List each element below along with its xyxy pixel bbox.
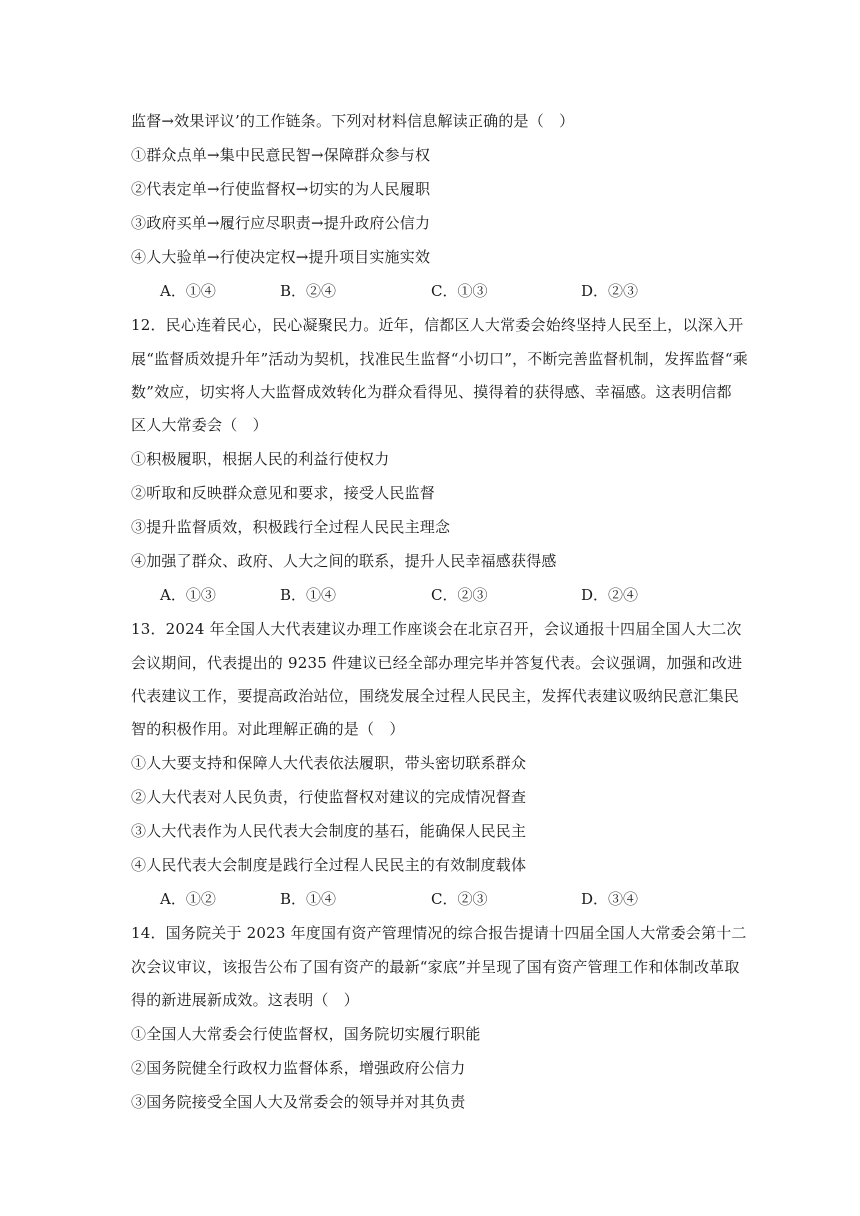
- q14-item-3: ③国务院接受全国人大及常委会的领导并对其负责: [131, 1093, 466, 1111]
- q11-item-3: ③政府买单→履行应尽职责→提升政府公信力: [131, 214, 431, 232]
- q13-options: [160, 889, 680, 909]
- q13-item-1: ①人大要支持和保障人大代表依法履职，带头密切联系群众: [131, 754, 527, 772]
- q13-stem-line-1: 13．2024 年全国人大代表建议办理工作座谈会在北京召开，会议通报十四届全国人大二次: [131, 620, 742, 638]
- q14-item-1: ①全国人大常委会行使监督权，国务院切实履行职能: [131, 1025, 481, 1043]
- q13-option-c[interactable]: C．②③: [431, 890, 488, 908]
- q12-option-d[interactable]: D．②④: [581, 586, 639, 604]
- q14-stem-line-3: 得的新进展新成效。这表明（ ）: [131, 991, 360, 1009]
- q12-item-3: ③提升监督质效，积极践行全过程人民民主理念: [131, 518, 451, 536]
- q12-item-4: ④加强了群众、政府、人大之间的联系，提升人民幸福感获得感: [131, 552, 557, 570]
- q11-item-4: ④人大验单→行使决定权→提升项目实施实效: [131, 248, 431, 266]
- q14-item-2: ②国务院健全行政权力监督体系，增强政府公信力: [131, 1059, 466, 1077]
- q11-option-a[interactable]: A．①④: [160, 282, 216, 300]
- q12-option-b[interactable]: B．①④: [280, 586, 337, 604]
- q12-stem-line-1: 12．民心连着民心，民心凝聚民力。近年，信都区人大常委会始终坚持人民至上，以深入开: [131, 316, 744, 334]
- q11-item-1: ①群众点单→集中民意民智→保障群众参与权: [131, 146, 431, 164]
- q13-item-2: ②人大代表对人民负责，行使监督权对建议的完成情况督查: [131, 788, 527, 806]
- q11-option-c[interactable]: C．①③: [431, 282, 488, 300]
- q13-item-4: ④人民代表大会制度是践行全过程人民民主的有效制度载体: [131, 856, 527, 874]
- q12-stem-line-2: 展“监督质效提升年”活动为契机，找准民生监督“小切口”，不断完善监督机制，发挥监督“乘: [131, 350, 748, 368]
- q14-stem-line-1: 14．国务院关于 2023 年度国有资产管理情况的综合报告提请十四届全国人大常委会第十二: [131, 924, 747, 942]
- q11-option-b[interactable]: B．②④: [280, 282, 337, 300]
- q11-options: [160, 281, 680, 301]
- q12-options: [160, 585, 680, 605]
- q11-item-2: ②代表定单→行使监督权→切实的为人民履职: [131, 180, 431, 198]
- q12-stem-line-3: 数”效应，切实将人大监督成效转化为群众看得见、摸得着的获得感、幸福感。这表明信都: [131, 383, 732, 401]
- q12-stem-line-4: 区人大常委会（ ）: [131, 416, 268, 434]
- q13-stem-line-3: 代表建议工作，要提高政治站位，围绕发展全过程人民民主，发挥代表建议吸纳民意汇集民: [131, 687, 740, 705]
- q13-stem-line-2: 会议期间，代表提出的 9235 件建议已经全部办理完毕并答复代表。会议强调，加强和改进: [131, 654, 743, 672]
- q13-stem-line-4: 智的积极作用。对此理解正确的是（ ）: [131, 720, 405, 738]
- q13-item-3: ③人大代表作为人民代表大会制度的基石，能确保人民民主: [131, 822, 527, 840]
- q13-option-d[interactable]: D．③④: [581, 890, 639, 908]
- q12-item-2: ②听取和反映群众意见和要求，接受人民监督: [131, 484, 436, 502]
- q12-option-a[interactable]: A．①③: [160, 586, 216, 604]
- q12-item-1: ①积极履职，根据人民的利益行使权力: [131, 450, 390, 468]
- q13-option-a[interactable]: A．①②: [160, 890, 216, 908]
- q11-option-d[interactable]: D．②③: [581, 282, 639, 300]
- q11-stem-end: 监督→效果评议’的工作链条。下列对材料信息解读正确的是（ ）: [131, 112, 575, 130]
- q12-option-c[interactable]: C．②③: [431, 586, 488, 604]
- q14-stem-line-2: 次会议审议，该报告公布了国有资产的最新“家底”并呈现了国有资产管理工作和体制改革取: [131, 958, 740, 976]
- q13-option-b[interactable]: B．①④: [280, 890, 337, 908]
